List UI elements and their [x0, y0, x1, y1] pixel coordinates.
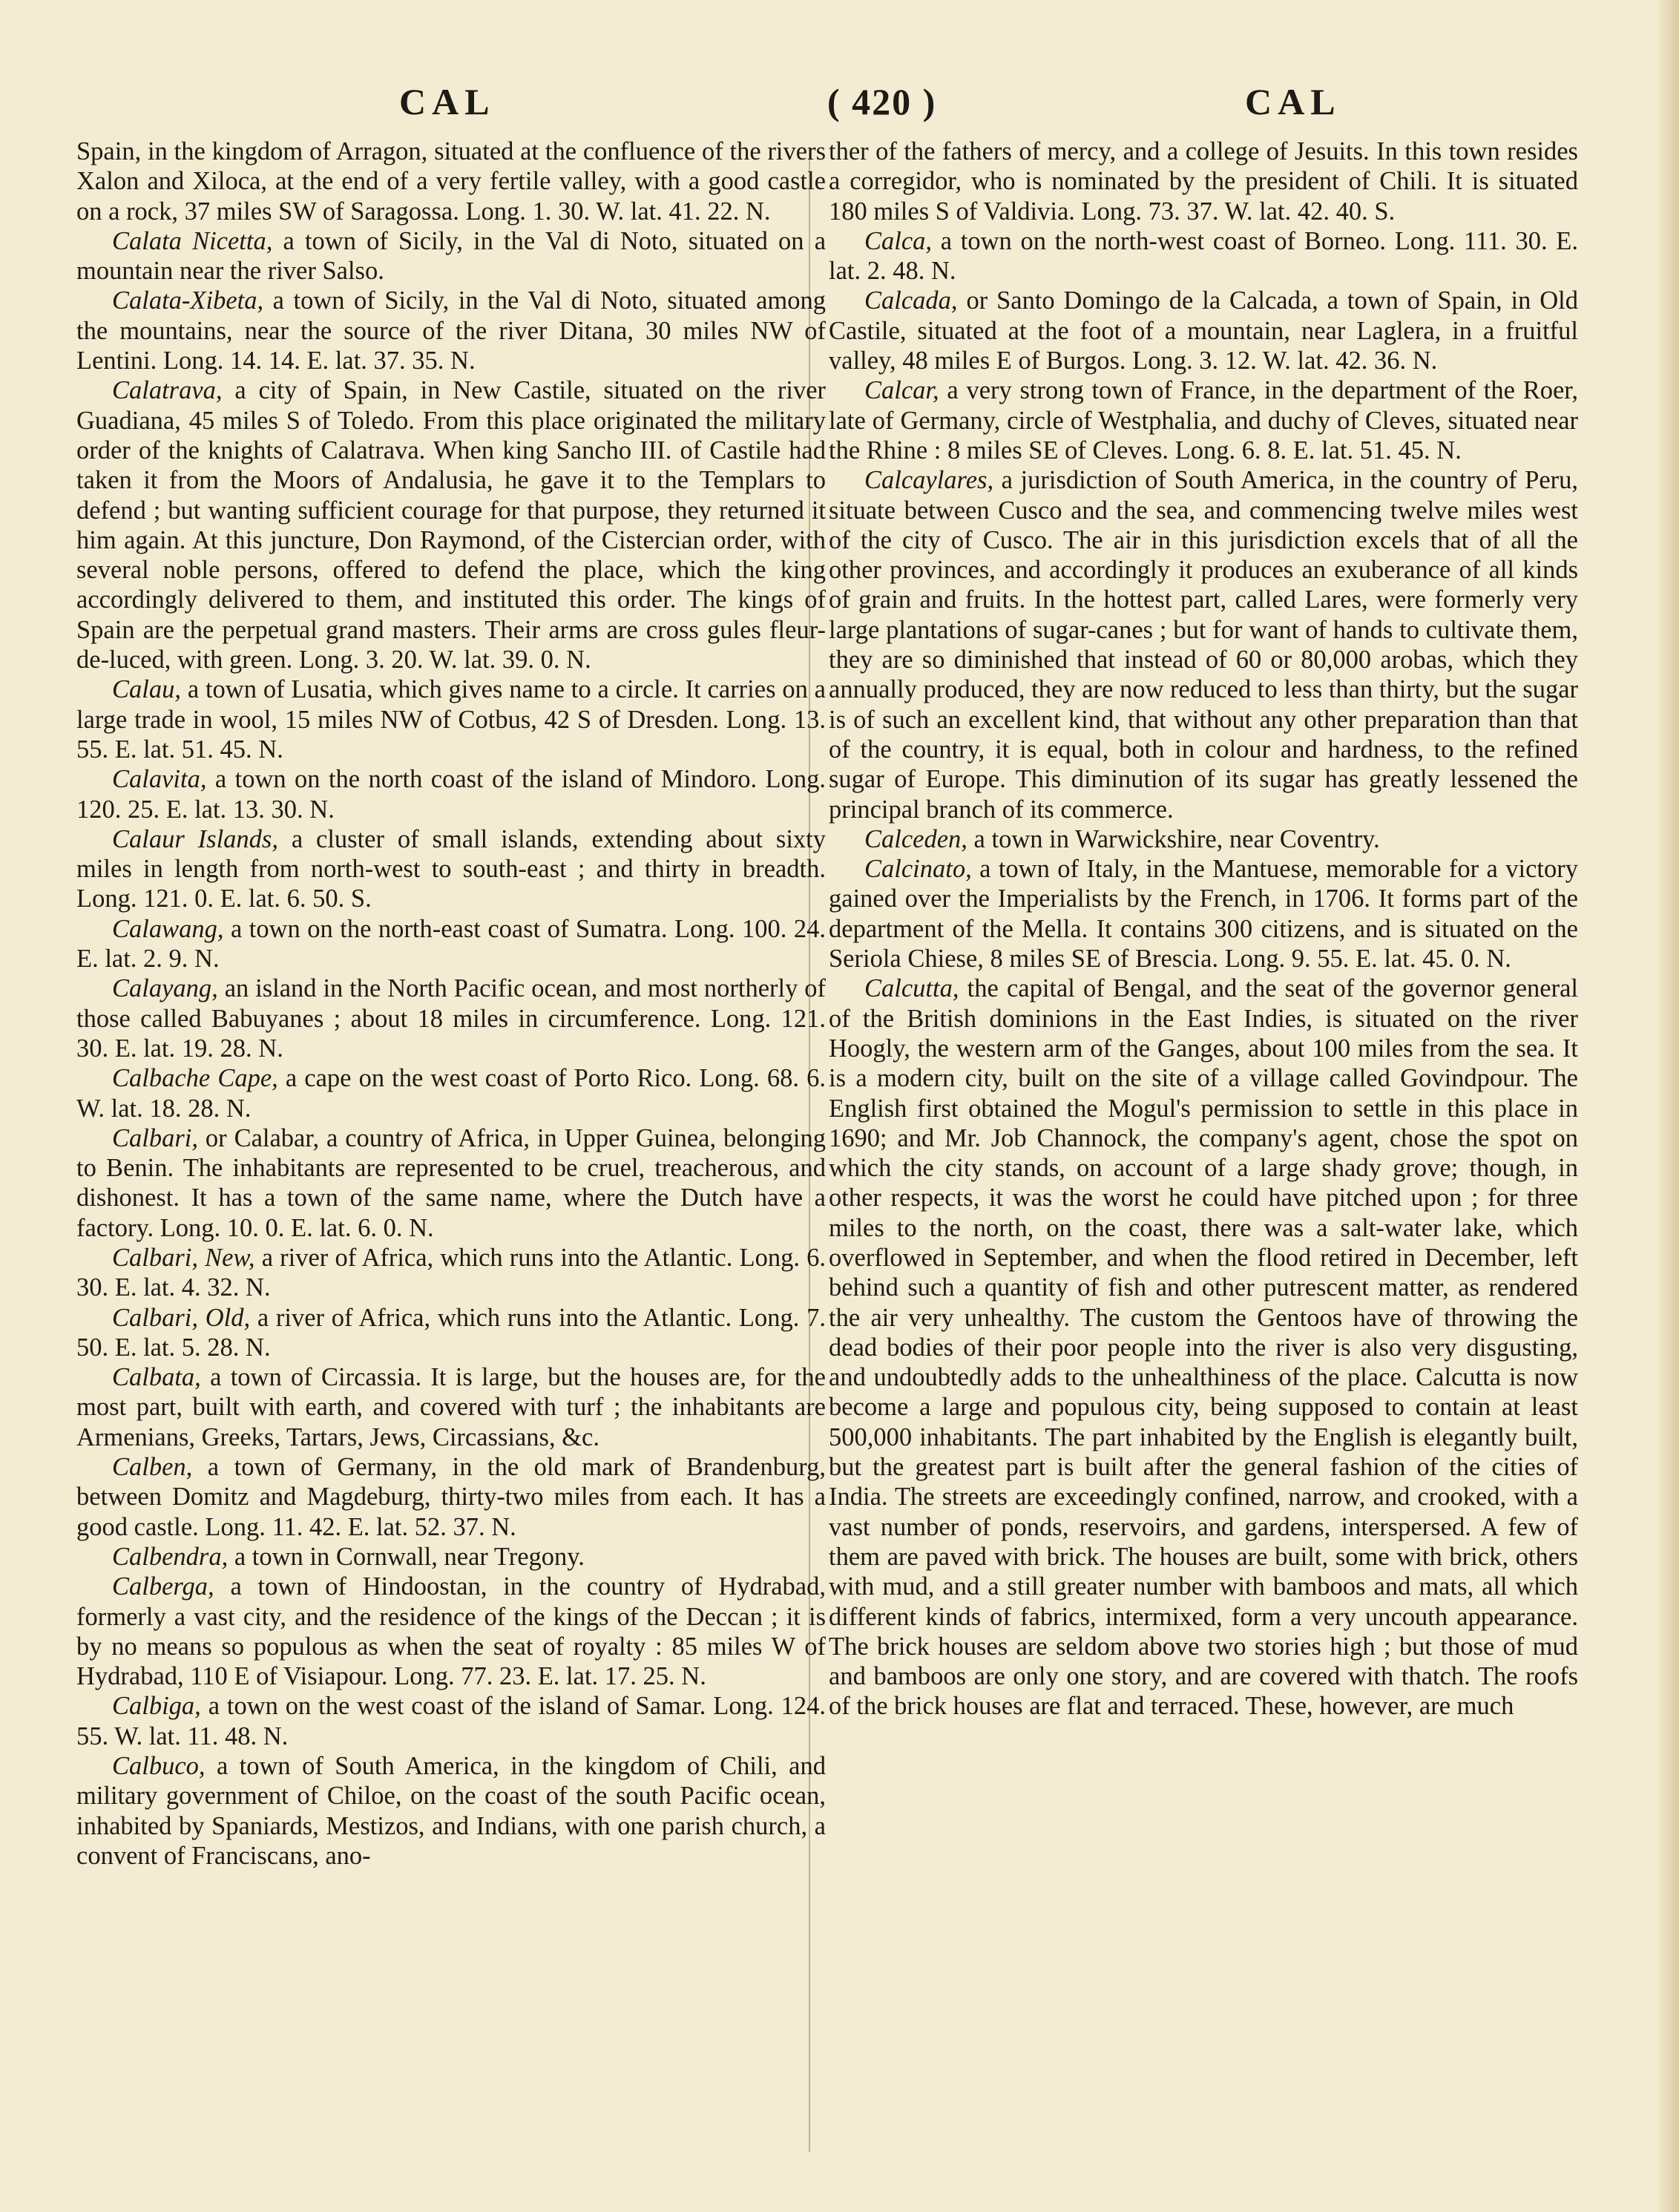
gazetteer-entry: [76, 914, 826, 974]
entry-text: a town of Hindoostan, in the country of Hydrabad, formerly a vast city, and the residence of the kings of the Deccan ; it is by no means so populous as when the seat of royalty : 85 miles W of Hydrabad, 110 E of Visiapour. Long. 77. 23. E. lat. 17. 25. N.: [76, 1572, 826, 1691]
entry-term: Calata-Xibeta,: [112, 286, 264, 315]
gazetteer-entry: [829, 854, 1578, 974]
gazetteer-entry: [829, 137, 1578, 226]
entry-term: Calberga,: [112, 1572, 214, 1601]
entry-term: Calaur Islands,: [112, 824, 278, 853]
entry-term: Calatrava,: [112, 376, 223, 405]
entry-term: Calcada,: [864, 286, 958, 315]
gazetteer-entry: [76, 675, 826, 764]
entry-term: Calcar,: [864, 376, 939, 405]
gazetteer-entry: [76, 1691, 826, 1751]
entry-text: a town in Cornwall, near Tregony.: [228, 1542, 585, 1571]
entry-text: a very strong town of France, in the department of the Roer, late of Germany, circle of Westphalia, and duchy of Cleves, situated near the Rhine : 8 miles SE of Cleves. Long. 6. 8. E. lat. 51. 45. N.: [829, 376, 1578, 465]
gazetteer-entry: [76, 375, 826, 675]
left-column: [76, 137, 826, 2170]
gazetteer-entry: [76, 286, 826, 375]
gazetteer-entry: [76, 1243, 826, 1303]
gazetteer-entry: [829, 375, 1578, 465]
entry-term: Calceden,: [864, 824, 967, 853]
entry-term: Calbari, Old,: [112, 1303, 251, 1332]
gazetteer-entry: [829, 286, 1578, 375]
entry-term: Calbuco,: [112, 1752, 206, 1781]
gazetteer-entry: [76, 1572, 826, 1691]
entry-text: a town on the north-west coast of Borneo. Long. 111. 30. E. lat. 2. 48. N.: [829, 226, 1578, 286]
entry-term: Calbari, New,: [112, 1243, 255, 1272]
entry-term: Calata Nicetta,: [112, 226, 273, 255]
entry-text: a town on the west coast of the island of Samar. Long. 124. 55. W. lat. 11. 48. N.: [76, 1692, 826, 1750]
entry-text: a town of South America, in the kingdom of Chili, and military government of Chiloe, on the coast of the south Pacific ocean, inhabited by Spaniards, Mestizos, and Indians, with one parish church, a convent of Franciscans, ano-: [76, 1752, 826, 1870]
entry-text: Spain, in the kingdom of Arragon, situated at the confluence of the rivers Xalon and Xiloca, at the end of a very fertile valley, with a good castle on a rock, 37 miles SW of Saragossa. Long. 1. 30. W. lat. 41. 22. N.: [76, 137, 826, 226]
entry-term: Calbache Cape,: [112, 1064, 278, 1093]
gazetteer-entry: [76, 974, 826, 1063]
entry-text: a town of Sicily, in the Val di Noto, situated among the mountains, near the source of the river Ditana, 30 miles NW of Lentini. Long. 14. 14. E. lat. 37. 35. N.: [76, 286, 826, 375]
entry-text: an island in the North Pacific ocean, and most northerly of those called Babuyanes ; about 18 miles in circumference. Long. 121. 30. E. lat. 19. 28. N.: [76, 974, 826, 1063]
entry-text: a town in Warwickshire, near Coventry.: [967, 824, 1380, 853]
entry-text: a town of Circassia. It is large, but the houses are, for the most part, built with earth, and covered with turf ; the inhabitants are Armenians, Greeks, Tartars, Jews, Circassians, &c.: [76, 1363, 826, 1451]
gazetteer-entry: [76, 824, 826, 914]
gazetteer-entry: [829, 465, 1578, 824]
entry-text: a town of Lusatia, which gives name to a circle. It carries on a large trade in wool, 15 miles NW of Cotbus, 42 S of Dresden. Long. 13. 55. E. lat. 51. 45. N.: [76, 675, 826, 764]
entry-term: Calbari,: [112, 1123, 198, 1152]
entry-term: Calcinato,: [864, 855, 972, 884]
entry-text: a cape on the west coast of Porto Rico. Long. 68. 6. W. lat. 18. 28. N.: [76, 1064, 826, 1123]
entry-text: or Calabar, a country of Africa, in Upper Guinea, belonging to Benin. The inhabitants are represented to be cruel, treacherous, and dishonest. It has a town of the same name, where the Dutch have a factory. Long. 10. 0. E. lat. 6. 0. N.: [76, 1123, 826, 1242]
entry-text: a town of Germany, in the old mark of Brandenburg, between Domitz and Magdeburg, thirty-two miles from each. It has a good castle. Long. 11. 42. E. lat. 52. 37. N.: [76, 1453, 826, 1541]
entry-text: a town of Italy, in the Mantuese, memorable for a victory gained over the Imperialists by the French, in 1706. It forms part of the department of the Mella. It contains 300 citizens, and is situated on the Seriola Chiese, 8 miles SE of Brescia. Long. 9. 55. E. lat. 45. 0. N.: [829, 855, 1578, 974]
entry-term: Calbiga,: [112, 1692, 201, 1721]
gazetteer-entry: [76, 1063, 826, 1123]
entry-term: Calawang,: [112, 914, 224, 943]
right-column: [829, 137, 1578, 2170]
gazetteer-entry: [829, 974, 1578, 1721]
entry-term: Calben,: [112, 1453, 193, 1482]
gazetteer-entry: [76, 1362, 826, 1452]
entry-text: a town of Sicily, in the Val di Noto, situated on a mountain near the river Salso.: [76, 226, 826, 286]
gazetteer-entry: [76, 1452, 826, 1542]
page-number: ( 420 ): [827, 81, 937, 122]
gazetteer-entry: [76, 1751, 826, 1871]
gazetteer-entry: [76, 1123, 826, 1243]
entry-term: Calca,: [864, 226, 933, 255]
header-right-guideword: CAL: [1245, 81, 1341, 122]
page-edge: [1660, 0, 1679, 2212]
entry-text: a town on the north coast of the island of Mindoro. Long. 120. 25. E. lat. 13. 30. N.: [76, 765, 826, 824]
gazetteer-entry: [829, 226, 1578, 286]
entry-term: Calcutta,: [864, 974, 959, 1003]
gazetteer-entry: [829, 824, 1578, 854]
entry-text: the capital of Bengal, and the seat of the governor general of the British dominions in the East Indies, is situated on the river Hoogly, the western arm of the Ganges, about 100 miles from the sea. It is a modern city, built on the site of a village called Govindpour. The English first obtained the Mogul's permission to settle in this place in 1690; and Mr. Job Channock, the company's agent, chose the spot on which the city stands, on account of a large shady grove; though, in other respects, it was the worst he could have pitched upon ; for three miles to the north, on the coast, there was a salt-water lake, which overflowed in September, and when the flood retired in December, left behind such a quantity of fish and other putrescent matter, as rendered the air very unhealthy. The custom the Gentoos have of throwing the dead bodies of their poor people into the river is also very disgusting, and undoubtedly adds to the unhealthiness of the place. Calcutta is now become a large and populous city, being supposed to contain at least 500,000 inhabitants. The part inhabited by the English is elegantly built, but the greatest part is built after the general fashion of the cities of India. The streets are exceedingly confined, narrow, and crooked, with a vast number of ponds, reservoirs, and gardens, interspersed. A few of them are paved with brick. The houses are built, some with brick, others with mud, and a still greater number with bamboos and mats, all which different kinds of fabrics, intermixed, form a very uncouth appearance. The brick houses are seldom above two stories high ; but those of mud and bamboos are only one story, and are covered with thatch. The roofs of the brick houses are flat and terraced. These, however, are much: [829, 974, 1578, 1721]
entry-text: a river of Africa, which runs into the Atlantic. Long. 7. 50. E. lat. 5. 28. N.: [76, 1303, 826, 1362]
gazetteer-entry: [76, 764, 826, 824]
entry-text: ther of the fathers of mercy, and a college of Jesuits. In this town resides a corregidor, who is nominated by the president of Chili. It is situated 180 miles S of Valdivia. Long. 73. 37. W. lat. 42. 40. S.: [829, 137, 1578, 226]
entry-term: Calcaylares,: [864, 466, 994, 495]
entry-term: Calbata,: [112, 1363, 201, 1392]
entry-text: a cluster of small islands, extending about sixty miles in length from north-west to south-east ; and thirty in breadth. Long. 121. 0. E. lat. 6. 50. S.: [76, 824, 826, 913]
gazetteer-entry: [76, 137, 826, 226]
gazetteer-entry: [76, 1303, 826, 1363]
entry-text: a town on the north-east coast of Sumatra. Long. 100. 24. E. lat. 2. 9. N.: [76, 914, 826, 974]
entry-term: Calavita,: [112, 765, 207, 794]
entry-text: or Santo Domingo de la Calcada, a town of Spain, in Old Castile, situated at the foot of a mountain, near Laglera, in a fruitful valley, 48 miles E of Burgos. Long. 3. 12. W. lat. 42. 36. N.: [829, 286, 1578, 375]
header-left-guideword: CAL: [399, 81, 496, 122]
running-header: [74, 80, 1565, 140]
entry-term: Calayang,: [112, 974, 218, 1003]
gazetteer-entry: [76, 1542, 826, 1572]
entry-text: a jurisdiction of South America, in the country of Peru, situate between Cusco and the sea, and commencing twelve miles west of the city of Cusco. The air in this jurisdiction excels that of all the other provinces, and accordingly it produces an exuberance of all kinds of grain and fruits. In the hottest part, called Lares, were formerly very large plantations of sugar-canes ; but for want of hands to cultivate them, they are so diminished that instead of 60 or 80,000 arobas, which they annually produced, they are now reduced to less than thirty, but the sugar is of such an excellent kind, that without any other preparation than that of the country, it is equal, both in colour and hardness, to the refined sugar of Europe. This diminution of its sugar has greatly lessened the principal branch of its commerce.: [829, 466, 1578, 824]
entry-term: Calau,: [112, 675, 181, 704]
entry-text: a river of Africa, which runs into the Atlantic. Long. 6. 30. E. lat. 4. 32. N.: [76, 1243, 826, 1302]
entry-term: Calbendra,: [112, 1542, 229, 1571]
gazetteer-entry: [76, 226, 826, 286]
entry-text: a city of Spain, in New Castile, situated on the river Guadiana, 45 miles S of Toledo. From this place originated the military order of the knights of Calatrava. When king Sancho III. of Castile had taken it from the Moors of Andalusia, he gave it to the Templars to defend ; but wanting sufficient courage for that purpose, they returned it him again. At this juncture, Don Raymond, of the Cistercian order, with several noble persons, offered to defend the place, which the king accordingly delivered to them, and instituted this order. The kings of Spain are the perpetual grand masters. Their arms are cross gules fleur-de-luced, with green. Long. 3. 20. W. lat. 39. 0. N.: [76, 376, 826, 675]
